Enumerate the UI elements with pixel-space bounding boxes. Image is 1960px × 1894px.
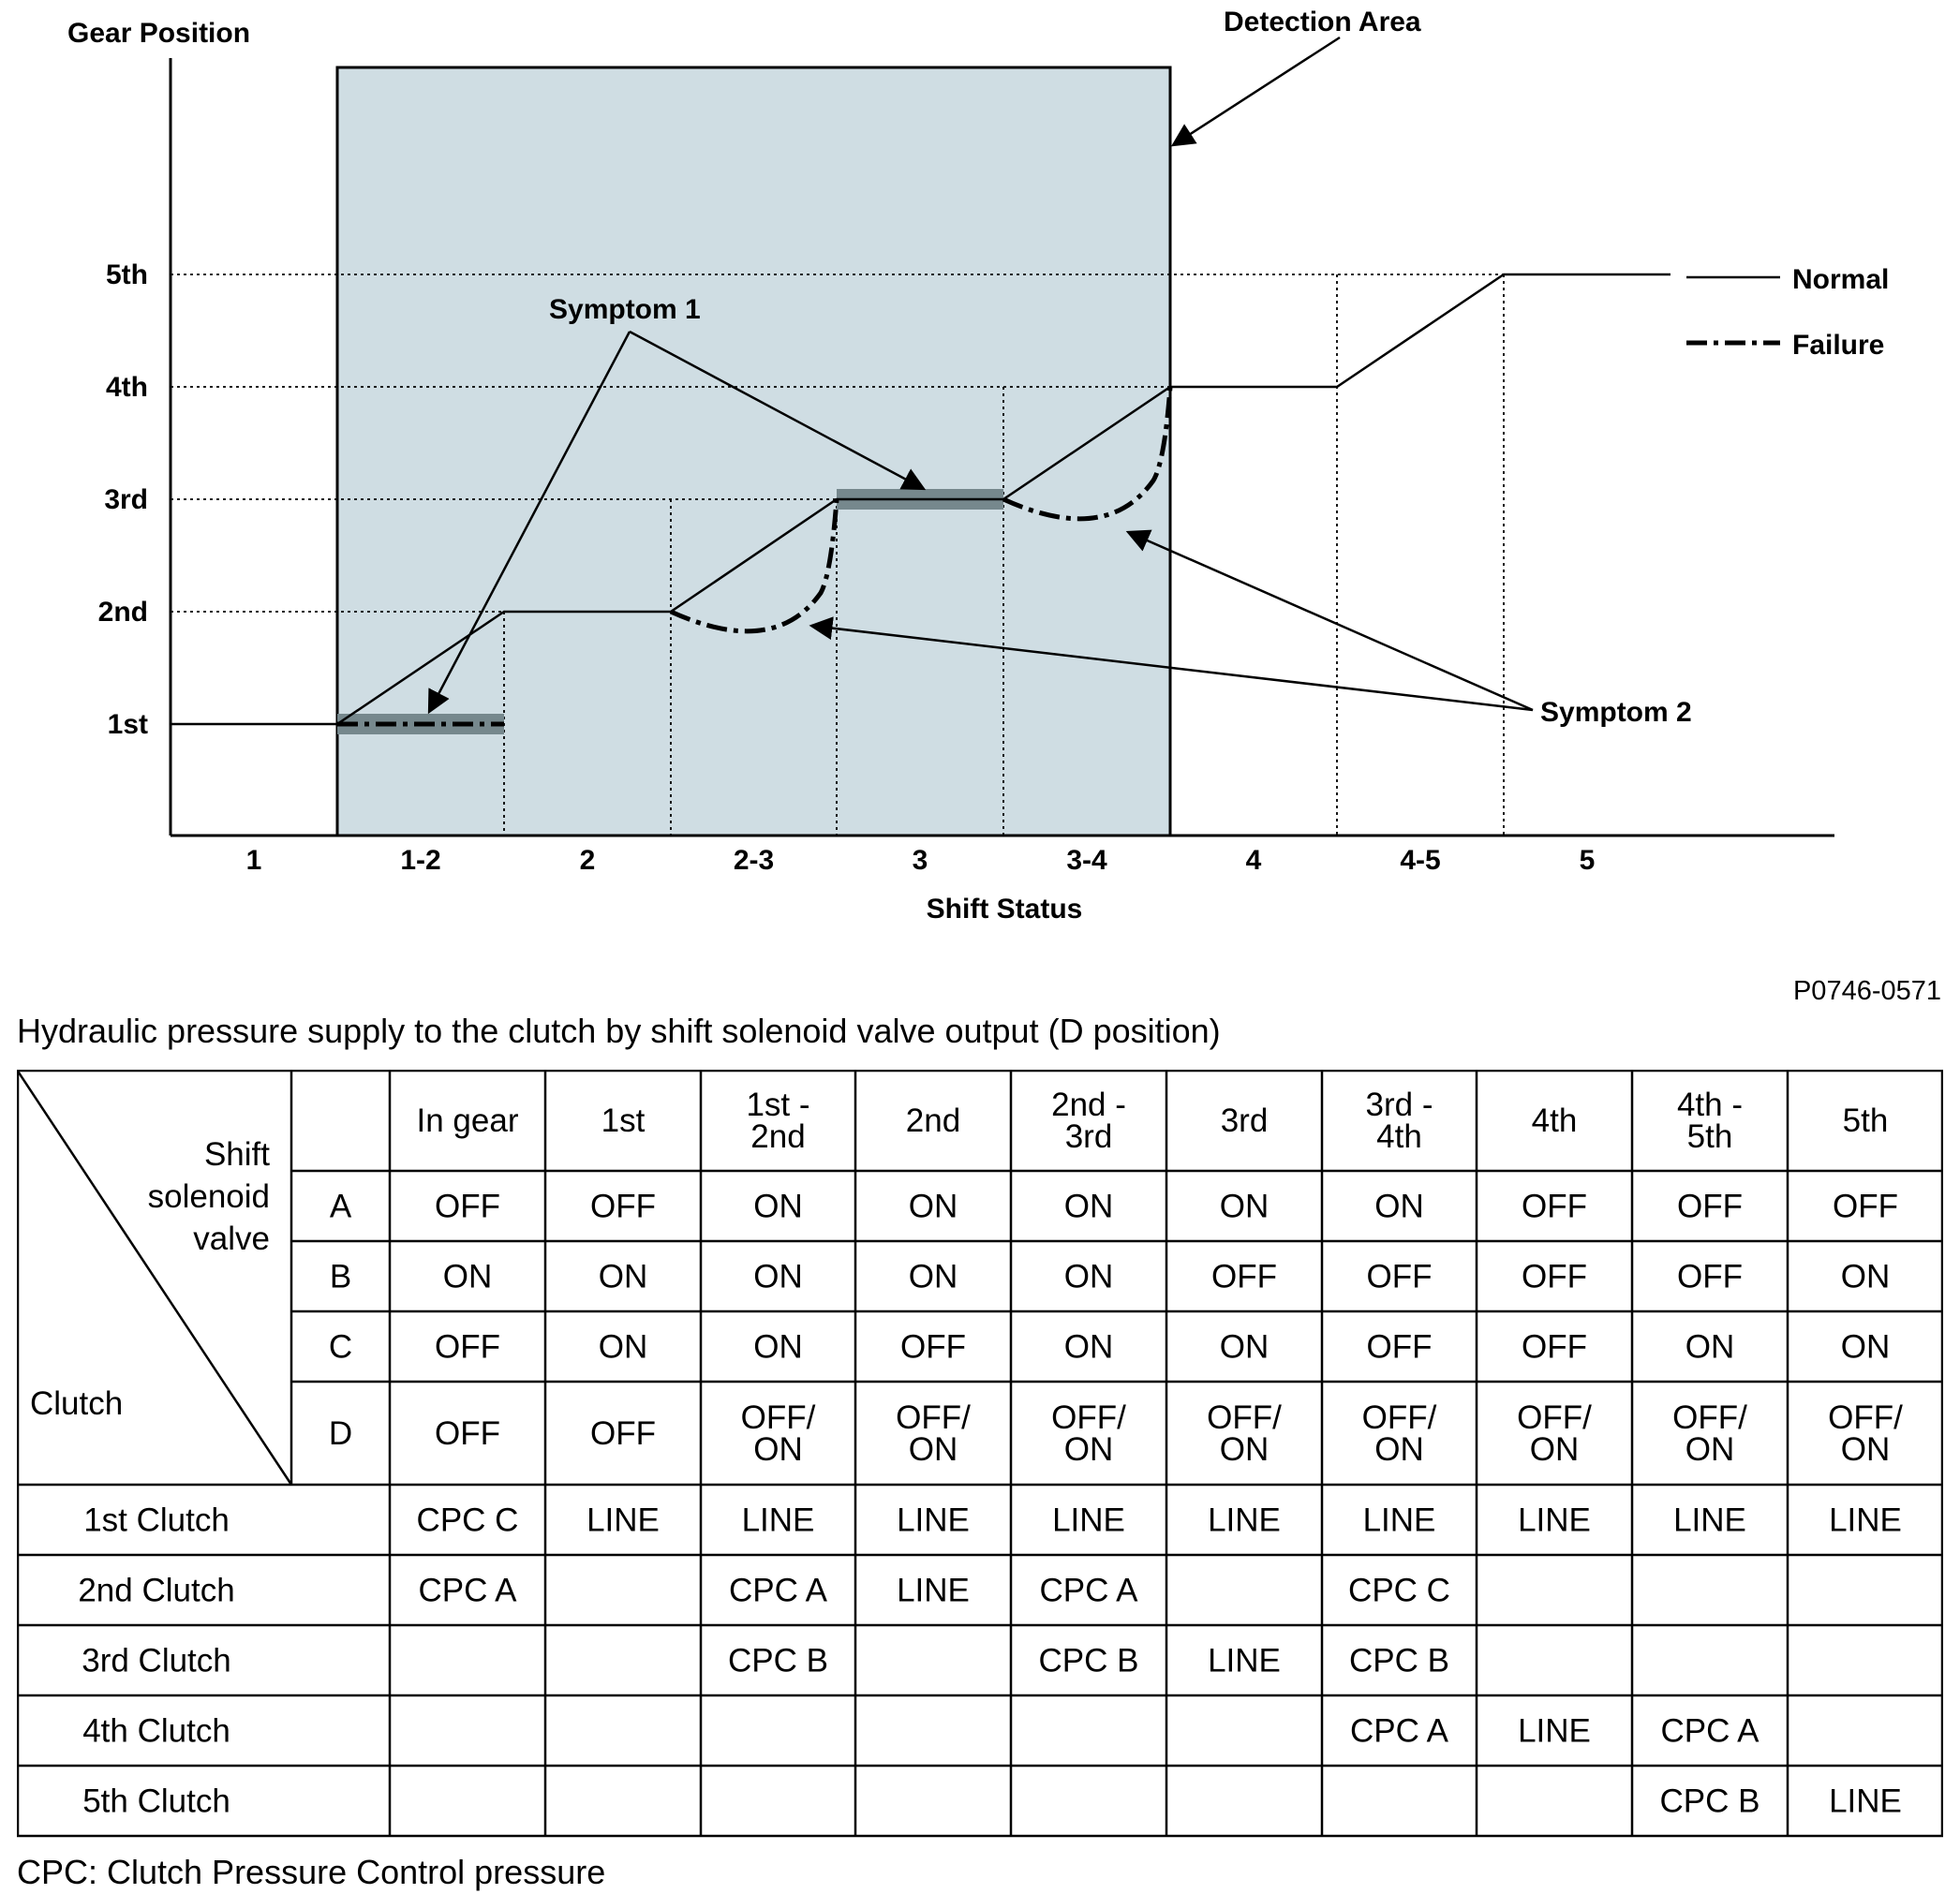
col-header-6: 3rd -4th [1365, 1087, 1433, 1155]
col-header-0: In gear [416, 1102, 519, 1139]
clutch-pressure-table [17, 1070, 1943, 1838]
solenoid-D-cell-2: OFF/ ON [740, 1399, 816, 1468]
solenoid-D-cell-4: OFF/ ON [1051, 1399, 1126, 1468]
solenoid-A-cell-7: OFF [1522, 1188, 1587, 1225]
solenoid-D-cell-0: OFF [435, 1415, 500, 1452]
clutch-4-cell-7: LINE [1518, 1712, 1591, 1750]
x-tick-1-2: 1-2 [400, 845, 441, 876]
clutch-1-cell-5: LINE [1208, 1502, 1281, 1539]
clutch-1-cell-2: LINE [741, 1502, 815, 1539]
solenoid-A-cell-8: OFF [1677, 1188, 1743, 1225]
clutch-2-cell-6: CPC C [1348, 1572, 1450, 1609]
solenoid-C-cell-9: ON [1840, 1328, 1891, 1366]
col-header-2: 1st -2nd [746, 1087, 810, 1155]
solenoid-A-cell-5: ON [1219, 1188, 1270, 1225]
figure-reference: P0746-0571 [1792, 976, 1941, 1006]
solenoid-D-cell-7: OFF/ ON [1517, 1399, 1592, 1468]
clutch-row-label-3: 3rd Clutch [82, 1642, 231, 1679]
clutch-5-cell-8: CPC B [1659, 1783, 1760, 1820]
solenoid-C-cell-2: ON [753, 1328, 803, 1366]
x-tick-4-5: 4-5 [1400, 845, 1441, 876]
solenoid-C-cell-6: OFF [1366, 1328, 1433, 1366]
x-tick-2-3: 2-3 [733, 845, 775, 876]
gear-shift-diagram [0, 0, 1960, 937]
clutch-5-cell-9: LINE [1829, 1783, 1902, 1820]
clutch-1-cell-9: LINE [1829, 1502, 1902, 1539]
solenoid-B-cell-9: ON [1840, 1258, 1891, 1295]
solenoid-B-cell-3: ON [908, 1258, 958, 1295]
col-header-9: 5th [1842, 1102, 1889, 1139]
clutch-1-cell-3: LINE [897, 1502, 970, 1539]
clutch-2-cell-3: LINE [897, 1572, 970, 1609]
corner-text-solenoid: solenoid [147, 1178, 270, 1215]
solenoid-label-A: A [329, 1188, 352, 1225]
clutch-1-cell-7: LINE [1518, 1502, 1591, 1539]
solenoid-D-cell-8: OFF/ ON [1672, 1399, 1747, 1468]
clutch-3-cell-4: CPC B [1038, 1642, 1139, 1679]
solenoid-label-B: B [329, 1258, 352, 1295]
clutch-1-cell-4: LINE [1052, 1502, 1125, 1539]
x-tick-labels [246, 845, 1596, 876]
clutch-4-cell-6: CPC A [1349, 1712, 1449, 1750]
table-caption: Hydraulic pressure supply to the clutch by shift solenoid valve output (D position) [17, 1012, 1221, 1050]
y-tick-3rd: 3rd [104, 484, 148, 515]
solenoid-B-cell-8: OFF [1677, 1258, 1743, 1295]
legend-failure-label: Failure [1792, 330, 1885, 361]
clutch-2-cell-4: CPC A [1039, 1572, 1138, 1609]
clutch-row-label-1: 1st Clutch [83, 1502, 230, 1539]
symptom-2-label: Symptom 2 [1540, 697, 1692, 728]
x-tick-3-4: 3-4 [1066, 845, 1107, 876]
solenoid-B-cell-1: ON [598, 1258, 648, 1295]
clutch-row-label-5: 5th Clutch [82, 1783, 230, 1820]
legend-normal-label: Normal [1792, 264, 1890, 295]
solenoid-A-cell-4: ON [1063, 1188, 1114, 1225]
symptom-2-arrow-b [1128, 532, 1533, 710]
clutch-3-cell-2: CPC B [728, 1642, 828, 1679]
corner-text-valve: valve [193, 1221, 270, 1257]
col-header-1: 1st [601, 1102, 646, 1139]
clutch-1-cell-0: CPC C [416, 1502, 519, 1539]
solenoid-A-cell-6: ON [1374, 1188, 1424, 1225]
solenoid-B-cell-0: ON [442, 1258, 493, 1295]
solenoid-D-cell-3: OFF/ ON [896, 1399, 971, 1468]
x-axis-label: Shift Status [926, 894, 1083, 925]
x-tick-5: 5 [1579, 845, 1596, 876]
solenoid-B-cell-7: OFF [1522, 1258, 1587, 1295]
corner-diagonal [17, 1070, 291, 1485]
x-tick-4: 4 [1245, 845, 1262, 876]
solenoid-C-cell-3: OFF [900, 1328, 966, 1366]
clutch-1-cell-8: LINE [1673, 1502, 1746, 1539]
solenoid-A-cell-9: OFF [1833, 1188, 1898, 1225]
col-header-3: 2nd [905, 1102, 961, 1139]
solenoid-C-cell-0: OFF [435, 1328, 500, 1366]
solenoid-B-cell-4: ON [1063, 1258, 1114, 1295]
symptom-1-label: Symptom 1 [549, 294, 701, 325]
solenoid-B-cell-5: OFF [1211, 1258, 1277, 1295]
y-tick-5th: 5th [106, 259, 148, 290]
col-header-8: 4th -5th [1676, 1087, 1744, 1155]
x-tick-2: 2 [579, 845, 596, 876]
x-tick-1: 1 [245, 845, 262, 876]
solenoid-D-cell-9: OFF/ ON [1828, 1399, 1903, 1468]
corner-text-shift: Shift [203, 1136, 270, 1173]
solenoid-label-C: C [328, 1328, 353, 1366]
clutch-2-cell-0: CPC A [418, 1572, 517, 1609]
clutch-1-cell-6: LINE [1362, 1502, 1436, 1539]
solenoid-A-cell-1: OFF [590, 1188, 656, 1225]
solenoid-D-cell-1: OFF [590, 1415, 656, 1452]
clutch-2-cell-2: CPC A [728, 1572, 828, 1609]
y-axis-label: Gear Position [67, 18, 251, 49]
solenoid-B-cell-6: OFF [1366, 1258, 1433, 1295]
y-tick-labels [98, 259, 148, 740]
clutch-1-cell-1: LINE [587, 1502, 660, 1539]
solenoid-C-cell-1: ON [598, 1328, 648, 1366]
y-tick-4th: 4th [106, 372, 148, 403]
clutch-4-cell-8: CPC A [1660, 1712, 1760, 1750]
solenoid-B-cell-2: ON [753, 1258, 803, 1295]
solenoid-D-cell-6: OFF/ ON [1361, 1399, 1437, 1468]
clutch-3-cell-6: CPC B [1349, 1642, 1449, 1679]
col-header-4: 2nd -3rd [1051, 1087, 1126, 1155]
solenoid-C-cell-7: OFF [1522, 1328, 1587, 1366]
y-tick-1st: 1st [107, 709, 148, 740]
legend [1686, 264, 1889, 361]
solenoid-label-D: D [328, 1415, 353, 1452]
clutch-3-cell-5: LINE [1208, 1642, 1281, 1679]
col-header-7: 4th [1531, 1102, 1578, 1139]
col-header-5: 3rd [1220, 1102, 1269, 1139]
solenoid-A-cell-3: ON [908, 1188, 958, 1225]
corner-text-clutch: Clutch [30, 1385, 124, 1422]
solenoid-C-cell-4: ON [1063, 1328, 1114, 1366]
solenoid-D-cell-5: OFF/ ON [1207, 1399, 1282, 1468]
y-tick-2nd: 2nd [97, 597, 148, 628]
solenoid-A-cell-2: ON [753, 1188, 803, 1225]
clutch-row-label-4: 4th Clutch [82, 1712, 230, 1750]
table-border [18, 1071, 1942, 1836]
clutch-row-label-2: 2nd Clutch [78, 1572, 235, 1609]
cpc-footnote: CPC: Clutch Pressure Control pressure [17, 1853, 606, 1891]
solenoid-A-cell-0: OFF [435, 1188, 500, 1225]
detection-area-arrow [1173, 37, 1340, 145]
solenoid-C-cell-8: ON [1685, 1328, 1735, 1366]
solenoid-C-cell-5: ON [1219, 1328, 1270, 1366]
detection-area-label: Detection Area [1224, 7, 1421, 37]
x-tick-3: 3 [912, 845, 928, 876]
